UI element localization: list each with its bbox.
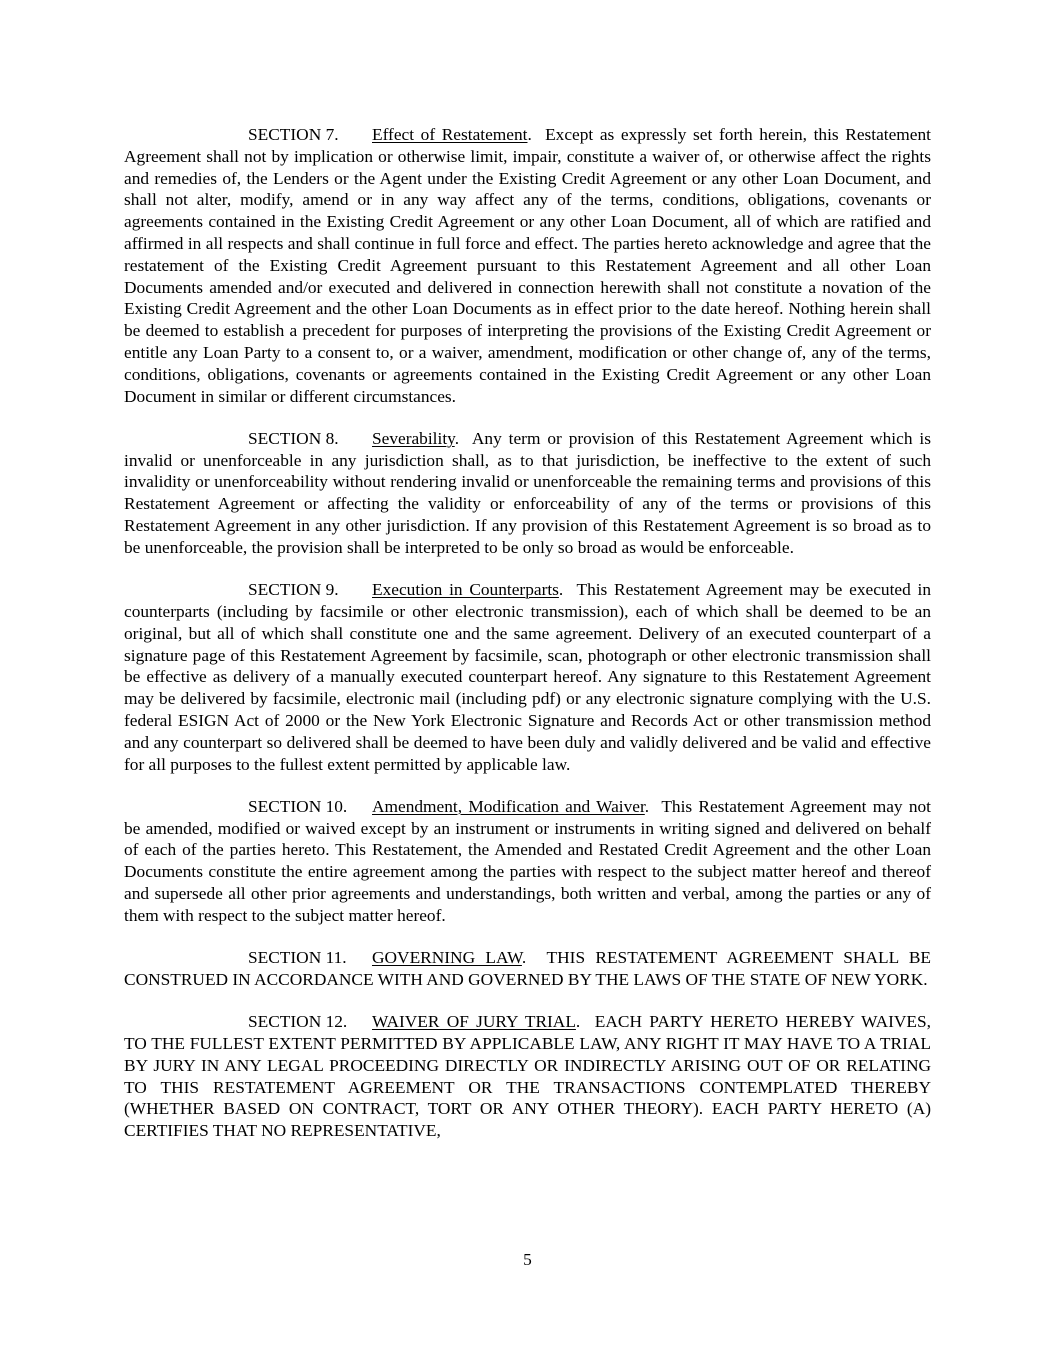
section-title: Effect of Restatement: [372, 125, 528, 144]
section-number: SECTION 11.: [248, 948, 347, 968]
section-number: SECTION 12.: [248, 1012, 348, 1032]
section-title: Severability: [372, 428, 455, 448]
section-9: SECTION 9. Execution in Counterparts. This Restatement Agreement may be executed in counterparts (including by facsimile or other electronic transmission), each of which shall be deemed to be an original, but all of which shall constitute one and the same agreement. Delivery of an executed counterpart of a signature page of this Restatement Agreement by facsimile, scan, photograph or other electronic transmission shall be effective as delivery of a manually executed counterpart hereof. Any signature to this Restatement Agreement may be delivered by facsimile, electronic mail (including pdf) or any electronic signature complying with the U.S. federal ESIGN Act of 2000 or the New York Electronic Signature and Records Act or other transmission method and any counterpart so delivered shall be deemed to have been duly and validly delivered and be valid and effective for all purposes to the fullest extent permitted by applicable law.: [124, 580, 932, 774]
section-text: This Restatement Agreement may not be amended, modified or waived except by an instrument or instruments in writing signed and delivered on behalf of each of the parties hereto. This Restatement, the Amended and Restated Credit Agreement and the other Loan Documents constitute the entire agreement among the parties with respect to the subject matter hereof and thereof and supersede all other prior agreements and understandings, both written and verbal, among the parties or any of them with respect to the subject matter hereof.: [124, 796, 931, 925]
section-number: SECTION 7.: [248, 125, 339, 144]
section-title: Execution in Counterparts: [372, 580, 559, 600]
section-11: SECTION 11. GOVERNING LAW. THIS RESTATEMENT AGREEMENT SHALL BE CONSTRUED IN ACCORDANCE WITH AND GOVERNED BY THE LAWS OF THE STATE OF NEW YORK.: [124, 948, 931, 989]
section-text: THIS RESTATEMENT AGREEMENT SHALL BE CONSTRUED IN ACCORDANCE WITH AND GOVERNED BY THE LAWS OF THE STATE OF NEW YORK.: [124, 948, 931, 989]
page-number: 5: [523, 1250, 532, 1269]
section-text: EACH PARTY HERETO HEREBY WAIVES, TO THE FULLEST EXTENT PERMITTED BY APPLICABLE LAW, ANY RIGHT IT MAY HAVE TO A TRIAL BY JURY IN ANY LEGAL PROCEEDING DIRECTLY OR INDIRECTLY ARISING OUT OF OR RELATING TO THIS RESTATEMENT AGREEMENT OR THE TRANSACTIONS CONTEMPLATED THEREBY (WHETHER BASED ON CONTRACT, TORT OR ANY OTHER THEORY). EACH PARTY HERETO (A) CERTIFIES THAT NO REPRESENTATIVE,: [124, 1012, 932, 1141]
section-8: SECTION 8. Severability. Any term or provision of this Restatement Agreement which is invalid or unenforceable in any jurisdiction shall, as to that jurisdiction, be ineffective to the extent of such invalidity or unenforceability without rendering invalid or unenforceable the remaining terms and provisions of this Restatement Agreement or affecting the validity or enforceability of any of the terms or provisions of this Restatement Agreement in any other jurisdiction. If any provision of this Restatement Agreement is so broad as to be unenforceable, the provision shall be interpreted to be only so broad as would be enforceable.: [124, 428, 931, 557]
section-number: SECTION 8.: [248, 428, 339, 448]
section-7: SECTION 7. Effect of Restatement. Except as expressly set forth herein, this Restatement Agreement shall not by implication or otherwise limit, impair, constitute a waiver of, or otherwise affect the rights and remedies of, the Lenders or the Agent under the Existing Credit Agreement or any other Loan Document, and shall not alter, modify, amend or in any way affect any of the terms, conditions, obligations, covenants or agreements contained in the Existing Credit Agreement or any other Loan Document, all of which are ratified and affirmed in all respects and shall continue in full force and effect. The parties hereto acknowledge and agree that the restatement of the Existing Credit Agreement pursuant to this Restatement Agreement and all other Loan Documents amended and/or executed and delivered in connection herewith shall not constitute a novation of the Existing Credit Agreement and the other Loan Documents as in effect prior to the date hereof. Nothing herein shall be deemed to establish a precedent for purposes of interpreting the provisions of the Existing Credit Agreement or entitle any Loan Party to a consent to, or a waiver, amendment, modification or other change of, any of the terms, conditions, obligations, covenants or agreements contained in the Existing Credit Agreement or any other Loan Document in similar or different circumstances.: [124, 125, 931, 406]
section-number: SECTION 10.: [248, 796, 348, 816]
section-text: Except as expressly set forth herein, this Restatement Agreement shall not by implication or otherwise limit, impair, constitute a waiver of, or otherwise affect the rights and remedies of, the Lenders or the Agent under the Existing Credit Agreement or any other Loan Document, and shall not alter, modify, amend or in any way affect any of the terms, conditions, obligations, covenants or agreements contained in the Existing Credit Agreement or any other Loan Document, all of which are ratified and affirmed in all respects and shall continue in full force and effect. The parties hereto acknowledge and agree that the restatement of the Existing Credit Agreement pursuant to this Restatement Agreement and all other Loan Documents amended and/or executed and delivered in connection herewith shall not constitute a novation of the Existing Credit Agreement and the other Loan Documents as in effect prior to the date hereof. Nothing herein shall be deemed to establish a precedent for purposes of interpreting the provisions of the Existing Credit Agreement or entitle any Loan Party to a consent to, or a waiver, amendment, modification or other change of, any of the terms, conditions, obligations, covenants or agreements contained in the Existing Credit Agreement or any other Loan Document in similar or different circumstances.: [124, 125, 931, 406]
section-10: SECTION 10. Amendment, Modification and Waiver. This Restatement Agreement may not be amended, modified or waived except by an instrument or instruments in writing signed and delivered on behalf of each of the parties hereto. This Restatement, the Amended and Restated Credit Agreement and the other Loan Documents constitute the entire agreement among the parties with respect to the subject matter hereof and thereof and supersede all other prior agreements and understandings, both written and verbal, among the parties or any of them with respect to the subject matter hereof.: [124, 796, 931, 925]
section-title: GOVERNING LAW: [372, 948, 522, 968]
document-page: [124, 124, 931, 1162]
section-number: SECTION 9.: [248, 580, 339, 600]
section-12: SECTION 12. WAIVER OF JURY TRIAL. EACH PARTY HERETO HEREBY WAIVES, TO THE FULLEST EXTENT PERMITTED BY APPLICABLE LAW, ANY RIGHT IT MAY HAVE TO A TRIAL BY JURY IN ANY LEGAL PROCEEDING DIRECTLY OR INDIRECTLY ARISING OUT OF OR RELATING TO THIS RESTATEMENT AGREEMENT OR THE TRANSACTIONS CONTEMPLATED THEREBY (WHETHER BASED ON CONTRACT, TORT OR ANY OTHER THEORY). EACH PARTY HERETO (A) CERTIFIES THAT NO REPRESENTATIVE,: [124, 1012, 932, 1141]
section-title: WAIVER OF JURY TRIAL: [372, 1012, 576, 1032]
section-title: Amendment, Modification and Waiver: [372, 796, 645, 816]
section-text: Any term or provision of this Restatement Agreement which is invalid or unenforceable in any jurisdiction shall, as to that jurisdiction, be ineffective to the extent of such invalidity or unenforceability without rendering invalid or unenforceable the remaining terms and provisions of this Restatement Agreement or affecting the validity or enforceability of any of the terms or provisions of this Restatement Agreement in any other jurisdiction. If any provision of this Restatement Agreement is so broad as to be unenforceable, the provision shall be interpreted to be only so broad as would be enforceable.: [124, 428, 931, 557]
section-text: This Restatement Agreement may be executed in counterparts (including by facsimile or other electronic transmission), each of which shall be deemed to be an original, but all of which shall constitute one and the same agreement. Delivery of an executed counterpart of a signature page of this Restatement Agreement by facsimile, scan, photograph or other electronic transmission shall be effective as delivery of a manually executed counterpart hereof. Any signature to this Restatement Agreement may be delivered by facsimile, electronic mail (including pdf) or any electronic signature complying with the U.S. federal ESIGN Act of 2000 or the New York Electronic Signature and Records Act or other transmission method and any counterpart so delivered shall be deemed to have been duly and validly delivered and be valid and effective for all purposes to the fullest extent permitted by applicable law.: [124, 580, 932, 774]
